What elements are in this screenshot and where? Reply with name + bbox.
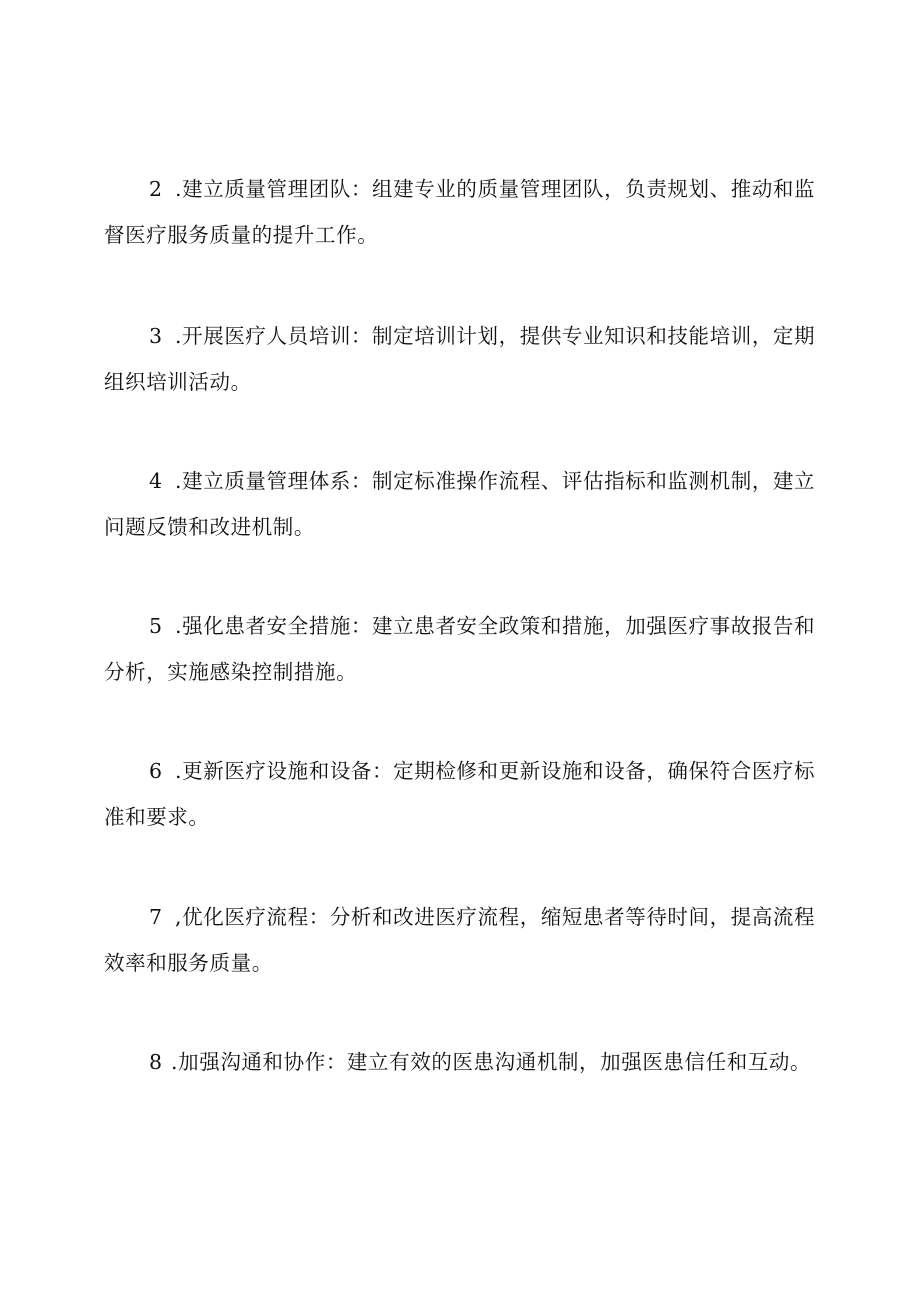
list-item [104, 748, 834, 840]
item-number: 8 [149, 1050, 163, 1074]
item-text: .建立质量管理团队：组建专业的质量管理团队，负责规划、推动和监督医疗服务质量的提升工作。 [104, 177, 816, 247]
item-number: 2 [149, 177, 163, 201]
item-text: ,优化医疗流程：分析和改进医疗流程，缩短患者等待时间，提高流程效率和服务质量。 [104, 905, 816, 975]
item-number: 7 [149, 905, 163, 929]
item-number: 4 [149, 469, 163, 493]
list-item [104, 313, 834, 405]
item-number: 3 [149, 324, 163, 348]
item-number: 6 [149, 759, 163, 783]
item-text: .建立质量管理体系：制定标准操作流程、评估指标和监测机制，建立问题反馈和改进机制。 [104, 469, 816, 539]
item-text: .强化患者安全措施：建立患者安全政策和措施，加强医疗事故报告和分析，实施感染控制措施。 [104, 614, 816, 684]
item-text: .加强沟通和协作：建立有效的医患沟通机制，加强医患信任和互动。 [171, 1050, 812, 1074]
list-item [104, 1039, 834, 1085]
list-item [104, 603, 834, 695]
list-item [104, 458, 834, 550]
list-item [104, 166, 834, 258]
item-text: .更新医疗设施和设备：定期检修和更新设施和设备，确保符合医疗标准和要求。 [104, 759, 816, 829]
list-item [104, 894, 834, 986]
item-number: 5 [149, 614, 163, 638]
item-text: .开展医疗人员培训：制定培训计划，提供专业知识和技能培训，定期组织培训活动。 [104, 324, 816, 394]
